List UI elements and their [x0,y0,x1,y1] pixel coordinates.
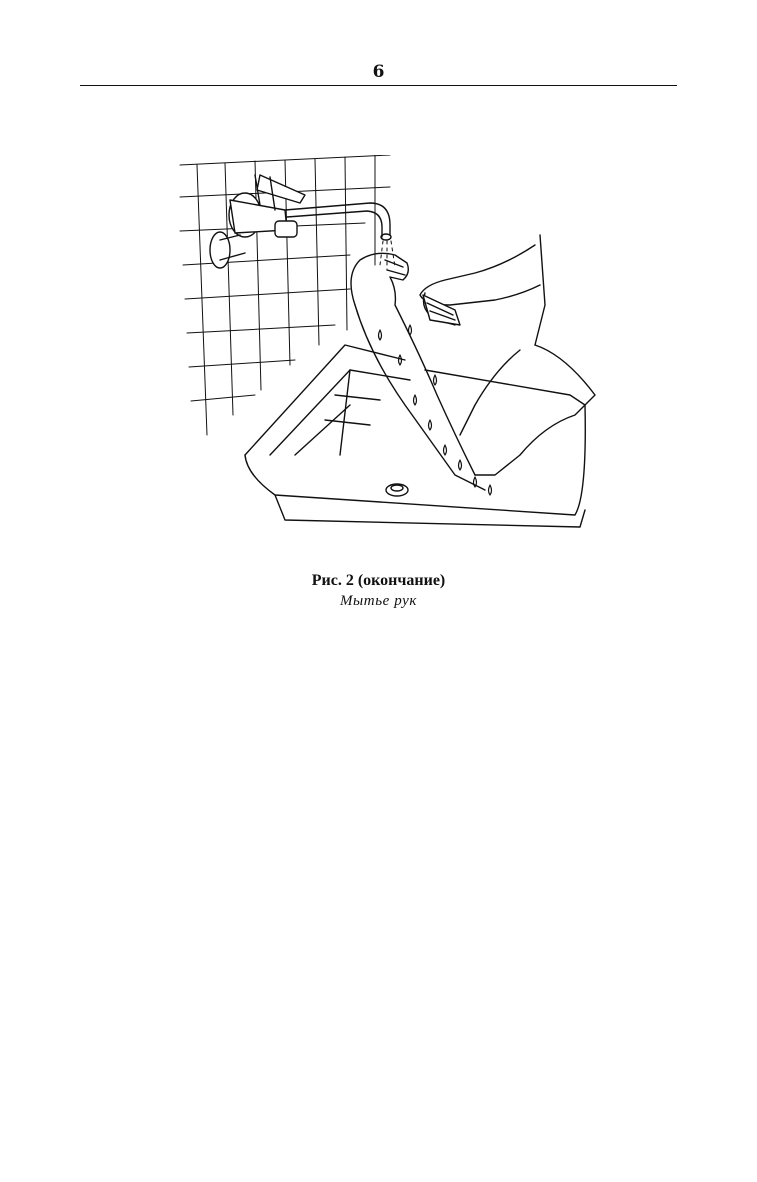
page-number: 6 [372,62,385,82]
figure-caption [0,571,757,611]
header-rule [80,85,677,86]
hand-washing-drawing-icon [175,155,600,530]
figure-illustration [175,155,600,530]
caption-subtitle: Мытье рук [339,593,418,609]
caption-title: Рис. 2 (окончание) [311,572,446,589]
